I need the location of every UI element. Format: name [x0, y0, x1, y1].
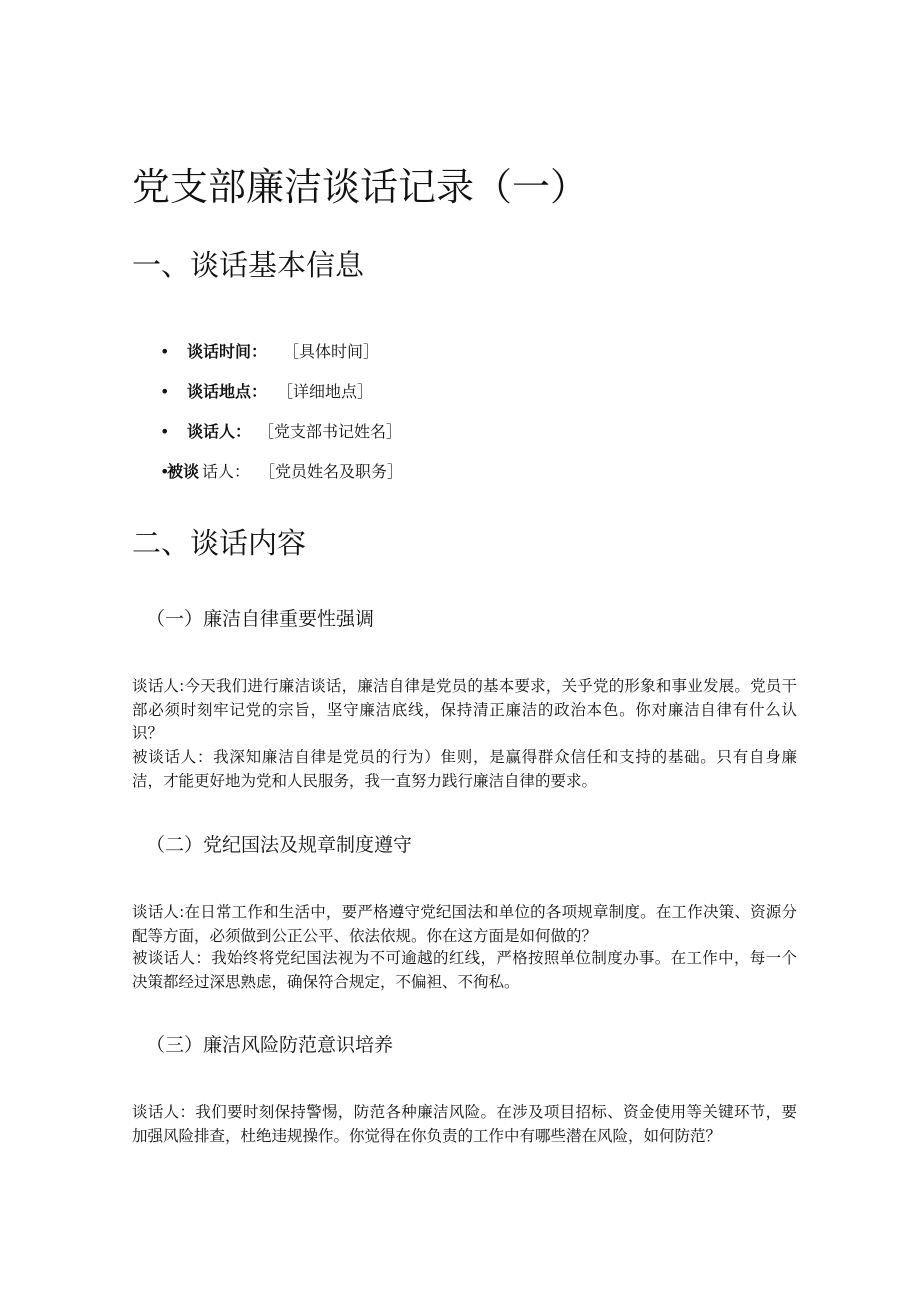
subsection-heading-1: （一）廉洁自律重要性强调 — [146, 608, 375, 630]
info-label-rest: 话人： — [202, 462, 251, 481]
paragraph-interviewer-3: 谈话人：我们要时刻保持警惕，防范各种廉洁风险。在涉及项目招标、资金使用等关键环节，要加强风险排查，杜绝违规操作。你觉得在你负责的工作中有哪些潜在风险，如何防范？ — [132, 1103, 797, 1145]
paragraph-interviewee-2: 被谈话人：我始终将党纪国法视为不可逾越的红线，严格按照单位制度办事。在工作中，每一个决策都经过深思熟虑，确保符合规定，不偏袒、不徇私。 — [132, 949, 797, 991]
section-heading-content: 二、谈话内容 — [132, 526, 307, 560]
info-value: ［具体时间］ — [283, 342, 380, 361]
info-value: ［详细地点］ — [277, 382, 374, 401]
page-title: 党支部廉洁谈话记录（一） — [132, 165, 589, 209]
section-heading-basic-info: 一、谈话基本信息 — [132, 248, 365, 282]
info-label: 谈话时间： — [187, 342, 268, 361]
paragraph-interviewee-1: 被谈话人：我深知廉洁自律是党员的行为）隹则，是赢得群众信任和支持的基础。只有自身廉洁，才能更好地为党和人民服务，我一直努力践行廉洁自律的要求。 — [132, 748, 797, 790]
paragraph-interviewer-1: 谈话人:今天我们进行廉洁谈话，廉洁自律是党员的基本要求，关乎党的形象和事业发展。党员干部必须时刻牢记党的宗旨，坚守廉洁底线，保持清正廉洁的政治本色。你对廉洁自律有什么认识？ — [132, 677, 797, 742]
bullet-icon: • — [160, 342, 170, 361]
info-value: ［党支部书记姓名］ — [258, 422, 403, 441]
info-label: 被谈 — [167, 462, 200, 481]
bullet-icon: • — [160, 422, 170, 441]
info-label: 谈话人： — [187, 422, 252, 441]
info-value: ［党员姓名及职务］ — [259, 462, 404, 481]
bullet-icon: • — [160, 462, 170, 481]
info-label: 谈话地点： — [187, 382, 268, 401]
bullet-icon: • — [160, 382, 170, 401]
subsection-heading-2: （二）党纪国法及规章制度遵守 — [146, 834, 413, 856]
subsection-heading-3: （三）廉洁风险防范意识培养 — [146, 1034, 394, 1056]
paragraph-interviewer-2: 谈话人:在日常工作和生活中，要严格遵守党纪国法和单位的各项规章制度。在工作决策、资源分配等方面，必须做到公正公平、依法依规。你在这方面是如何做的？ — [132, 903, 797, 945]
